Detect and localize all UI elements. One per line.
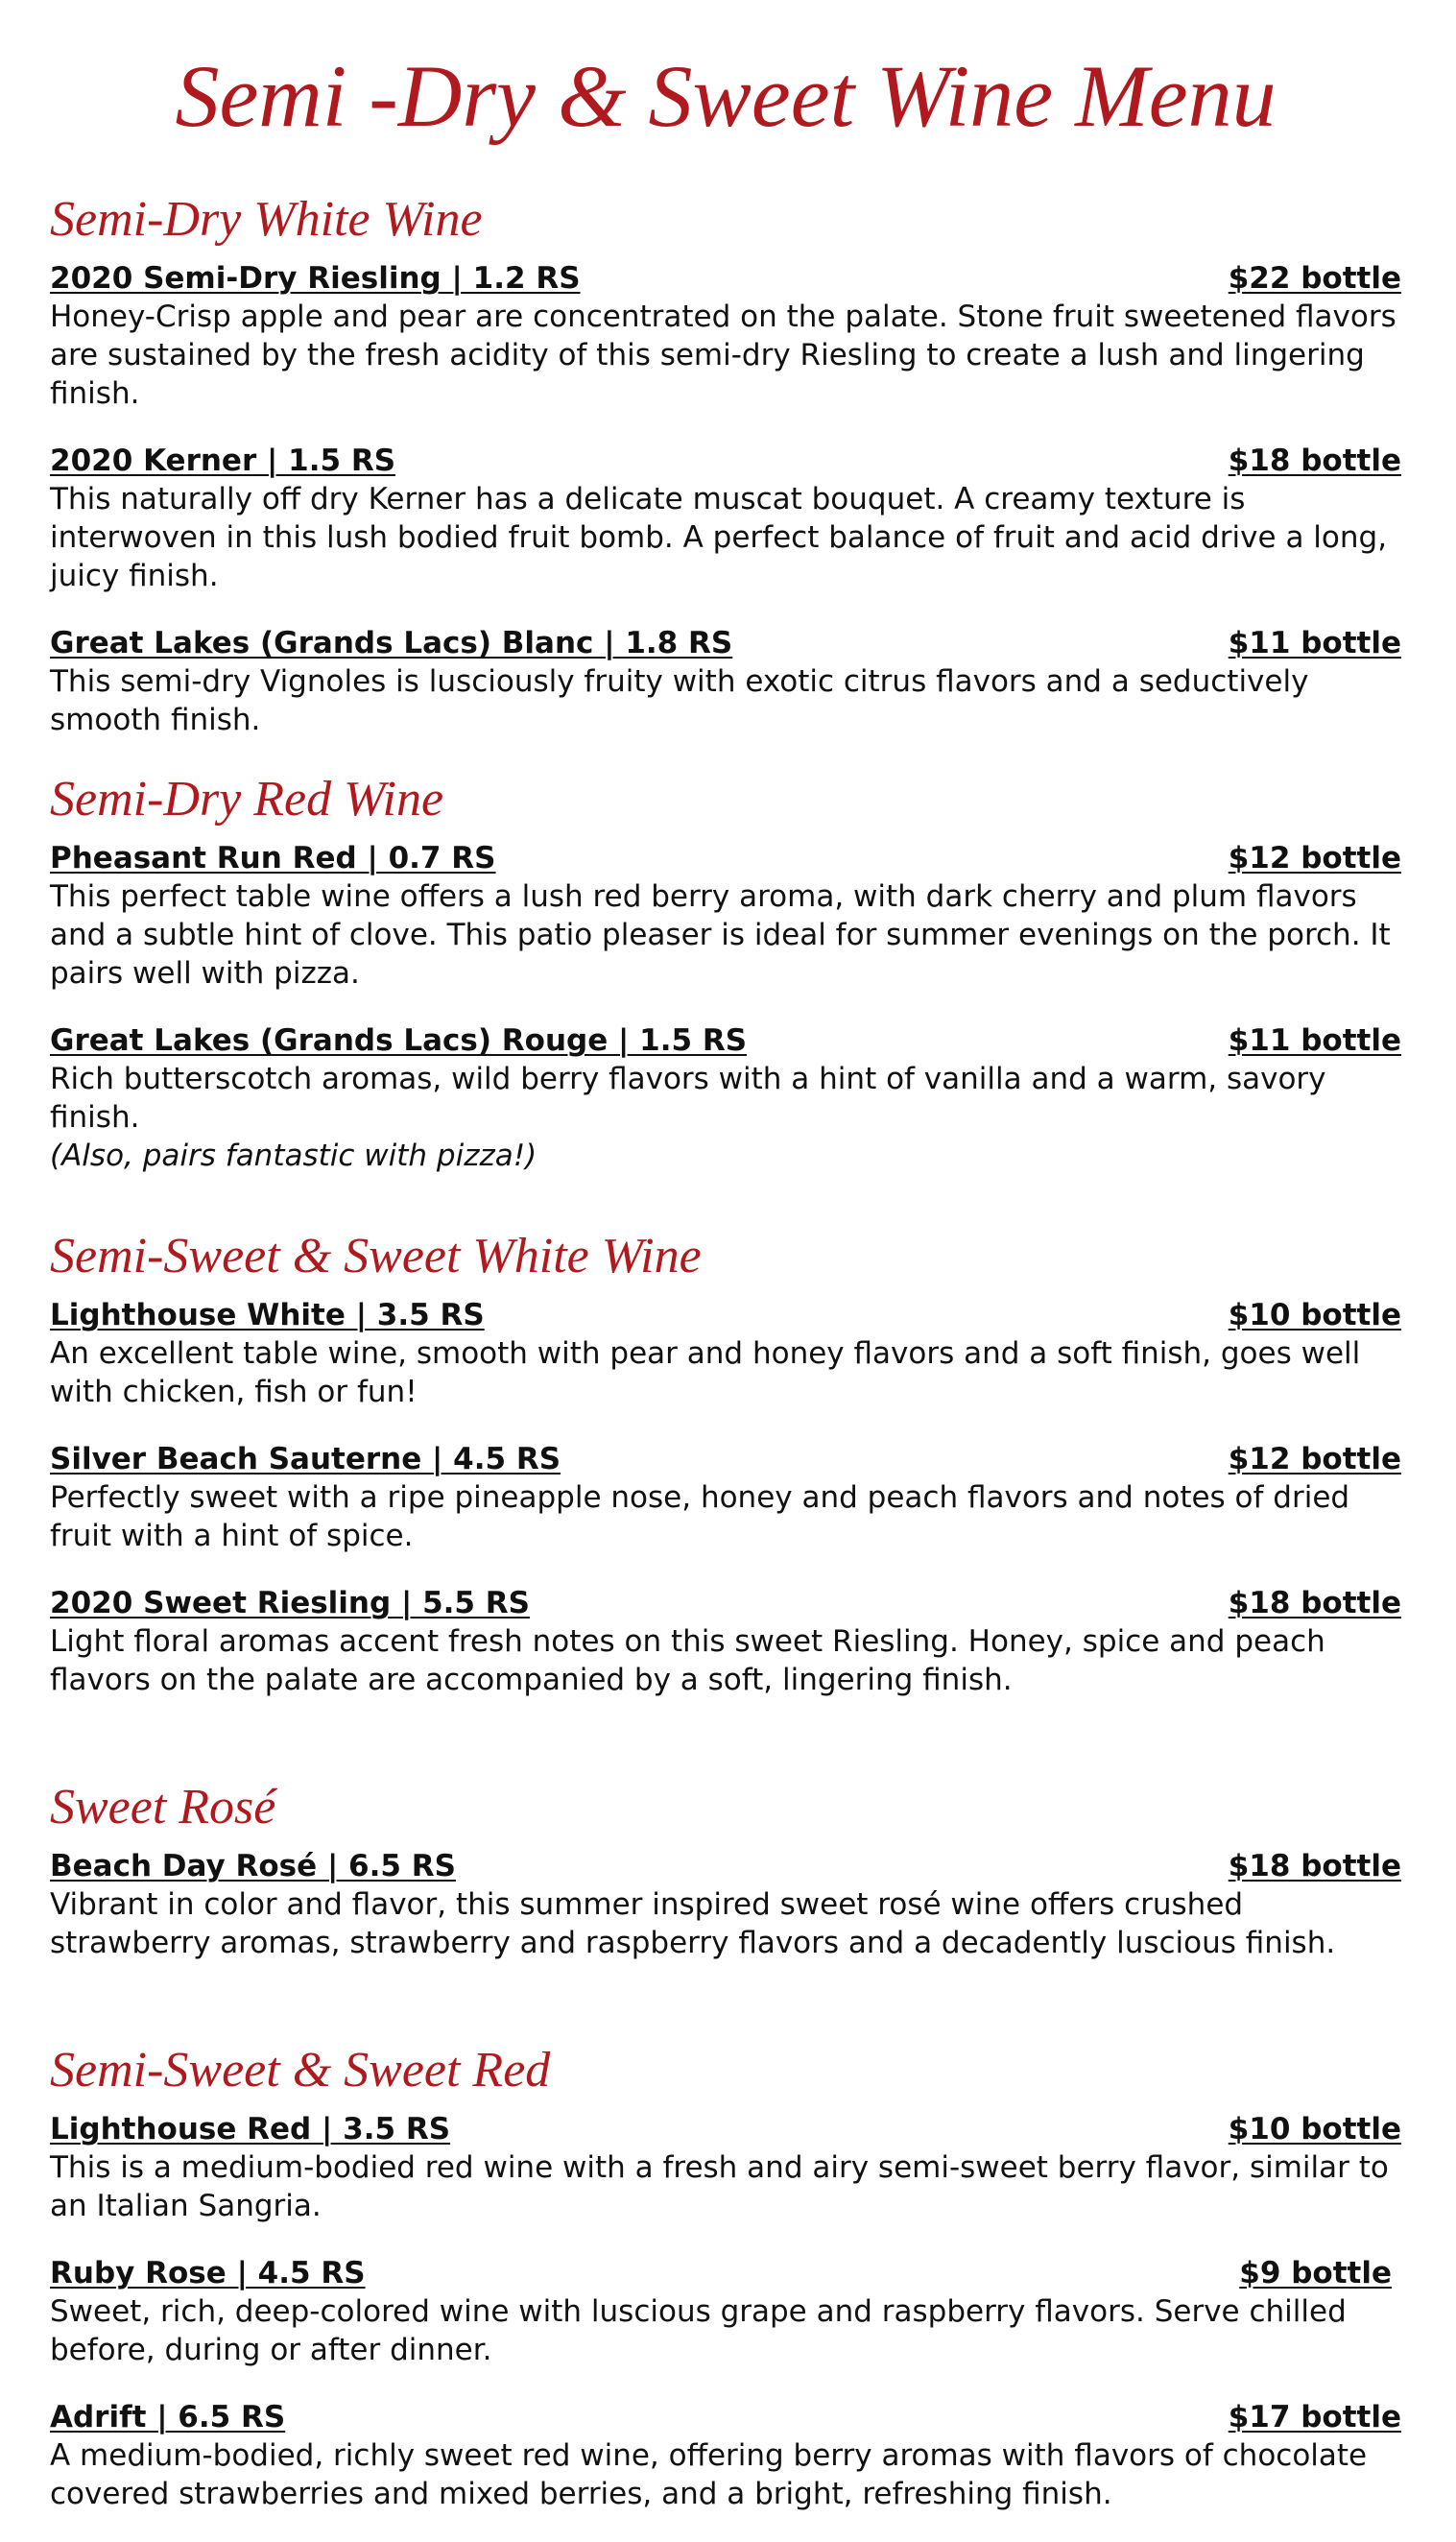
wine-item-header (50, 2110, 1401, 2148)
wine-item-header (50, 1296, 1401, 1334)
wine-name: Lighthouse White | 3.5 RS (50, 1298, 485, 1332)
wine-item (50, 1296, 1401, 1411)
wine-price: $10 bottle (1228, 2112, 1401, 2146)
wine-item-header (50, 2398, 1401, 2436)
wine-name: Lighthouse Red | 3.5 RS (50, 2112, 451, 2146)
wine-price: $9 bottle (1239, 2256, 1392, 2290)
wine-description: Light floral aromas accent fresh notes on this sweet Riesling. Honey, spice and peach flavors on the palate are accompanied by a soft, lingering finish. (50, 1624, 1325, 1697)
wine-item (50, 1440, 1401, 1555)
wine-note: (Also, pairs fantastic with pizza!) (50, 1139, 537, 1173)
wine-description: This naturally off dry Kerner has a delicate muscat bouquet. A creamy texture is interwoven in this lush bodied fruit bomb. A perfect balance of fruit and acid drive a long, juicy finish. (50, 482, 1388, 593)
wine-menu-page (50, 42, 1401, 2542)
section-heading: Semi-Dry Red Wine (50, 772, 444, 827)
wine-price: $17 bottle (1228, 2400, 1401, 2434)
wine-item-header (50, 1021, 1401, 1060)
wine-description: Vibrant in color and flavor, this summer inspired sweet rosé wine offers crushed strawberry aromas, strawberry and raspberry flavors and a decadently luscious finish. (50, 1887, 1336, 1960)
wine-description: A medium-bodied, richly sweet red wine, offering berry aromas with flavors of chocolate covered strawberries and mixed berries, and a bright, refreshing finish. (50, 2438, 1368, 2511)
wine-description: Perfectly sweet with a ripe pineapple nose, honey and peach flavors and notes of dried fruit with a hint of spice. (50, 1480, 1350, 1553)
wine-name: Great Lakes (Grands Lacs) Rouge | 1.5 RS (50, 1023, 748, 1058)
wine-price: $22 bottle (1228, 261, 1401, 296)
wine-item-header (50, 1440, 1401, 1478)
wine-name: 2020 Semi-Dry Riesling | 1.2 RS (50, 261, 581, 296)
wine-item (50, 2254, 1401, 2369)
wine-item (50, 442, 1401, 595)
wine-price: $11 bottle (1228, 626, 1401, 660)
wine-item-header (50, 2254, 1401, 2292)
wine-item-header (50, 1584, 1401, 1622)
wine-item (50, 1847, 1401, 1962)
wine-name: Adrift | 6.5 RS (50, 2400, 286, 2434)
wine-description: This perfect table wine offers a lush red berry aroma, with dark cherry and plum flavors and a subtle hint of clove. This patio pleaser is ideal for summer evenings on the porch. It pairs well with pizza. (50, 879, 1391, 991)
wine-item (50, 1584, 1401, 1699)
wine-item (50, 259, 1401, 413)
section-semi-sweet-white (50, 1225, 1401, 1699)
wine-price: $18 bottle (1228, 1586, 1401, 1620)
section-heading: Semi-Dry White Wine (50, 192, 483, 247)
wine-name: Great Lakes (Grands Lacs) Blanc | 1.8 RS (50, 626, 733, 660)
wine-item-header (50, 839, 1401, 877)
wine-price: $12 bottle (1228, 841, 1401, 875)
wine-price: $18 bottle (1228, 444, 1401, 478)
wine-name: Beach Day Rosé | 6.5 RS (50, 1849, 456, 1883)
wine-price: $12 bottle (1228, 1442, 1401, 1476)
section-heading: Sweet Rosé (50, 1780, 276, 1835)
section-semi-dry-red (50, 768, 1401, 1175)
wine-description: This is a medium-bodied red wine with a fresh and airy semi-sweet berry flavor, similar to an Italian Sangria. (50, 2150, 1389, 2223)
wine-item-header (50, 442, 1401, 480)
wine-description: This semi-dry Vignoles is lusciously fruity with exotic citrus flavors and a seductively smooth finish. (50, 664, 1309, 737)
wine-description: Sweet, rich, deep-colored wine with luscious grape and raspberry flavors. Serve chilled before, during or after dinner. (50, 2294, 1347, 2367)
wine-item (50, 2110, 1401, 2225)
menu-title: Semi -Dry & Sweet Wine Menu (175, 47, 1277, 145)
wine-name: 2020 Sweet Riesling | 5.5 RS (50, 1586, 530, 1620)
wine-name: Ruby Rose | 4.5 RS (50, 2256, 366, 2290)
wine-item (50, 1021, 1401, 1175)
section-semi-dry-white (50, 188, 1401, 739)
wine-item-header (50, 624, 1401, 662)
wine-item (50, 839, 1401, 993)
wine-description: An excellent table wine, smooth with pear and honey flavors and a soft finish, goes well with chicken, fish or fun! (50, 1336, 1361, 1409)
wine-price: $11 bottle (1228, 1023, 1401, 1058)
section-heading: Semi-Sweet & Sweet White Wine (50, 1229, 702, 1283)
wine-item-header (50, 1847, 1401, 1885)
wine-item (50, 624, 1401, 739)
wine-price: $18 bottle (1228, 1849, 1401, 1883)
section-sweet-rose (50, 1776, 1401, 1962)
wine-description: Honey-Crisp apple and pear are concentrated on the palate. Stone fruit sweetened flavors are sustained by the fresh acidity of this semi-dry Riesling to create a lush and lingering finish. (50, 300, 1396, 411)
wine-name: Pheasant Run Red | 0.7 RS (50, 841, 496, 875)
wine-name: Silver Beach Sauterne | 4.5 RS (50, 1442, 561, 1476)
wine-description: Rich butterscotch aromas, wild berry flavors with a hint of vanilla and a warm, savory finish. (50, 1062, 1326, 1135)
wine-item (50, 2398, 1401, 2513)
wine-item-header (50, 259, 1401, 298)
wine-price: $10 bottle (1228, 1298, 1401, 1332)
section-heading: Semi-Sweet & Sweet Red (50, 2043, 551, 2098)
section-semi-sweet-red (50, 2039, 1401, 2513)
wine-name: 2020 Kerner | 1.5 RS (50, 444, 396, 478)
